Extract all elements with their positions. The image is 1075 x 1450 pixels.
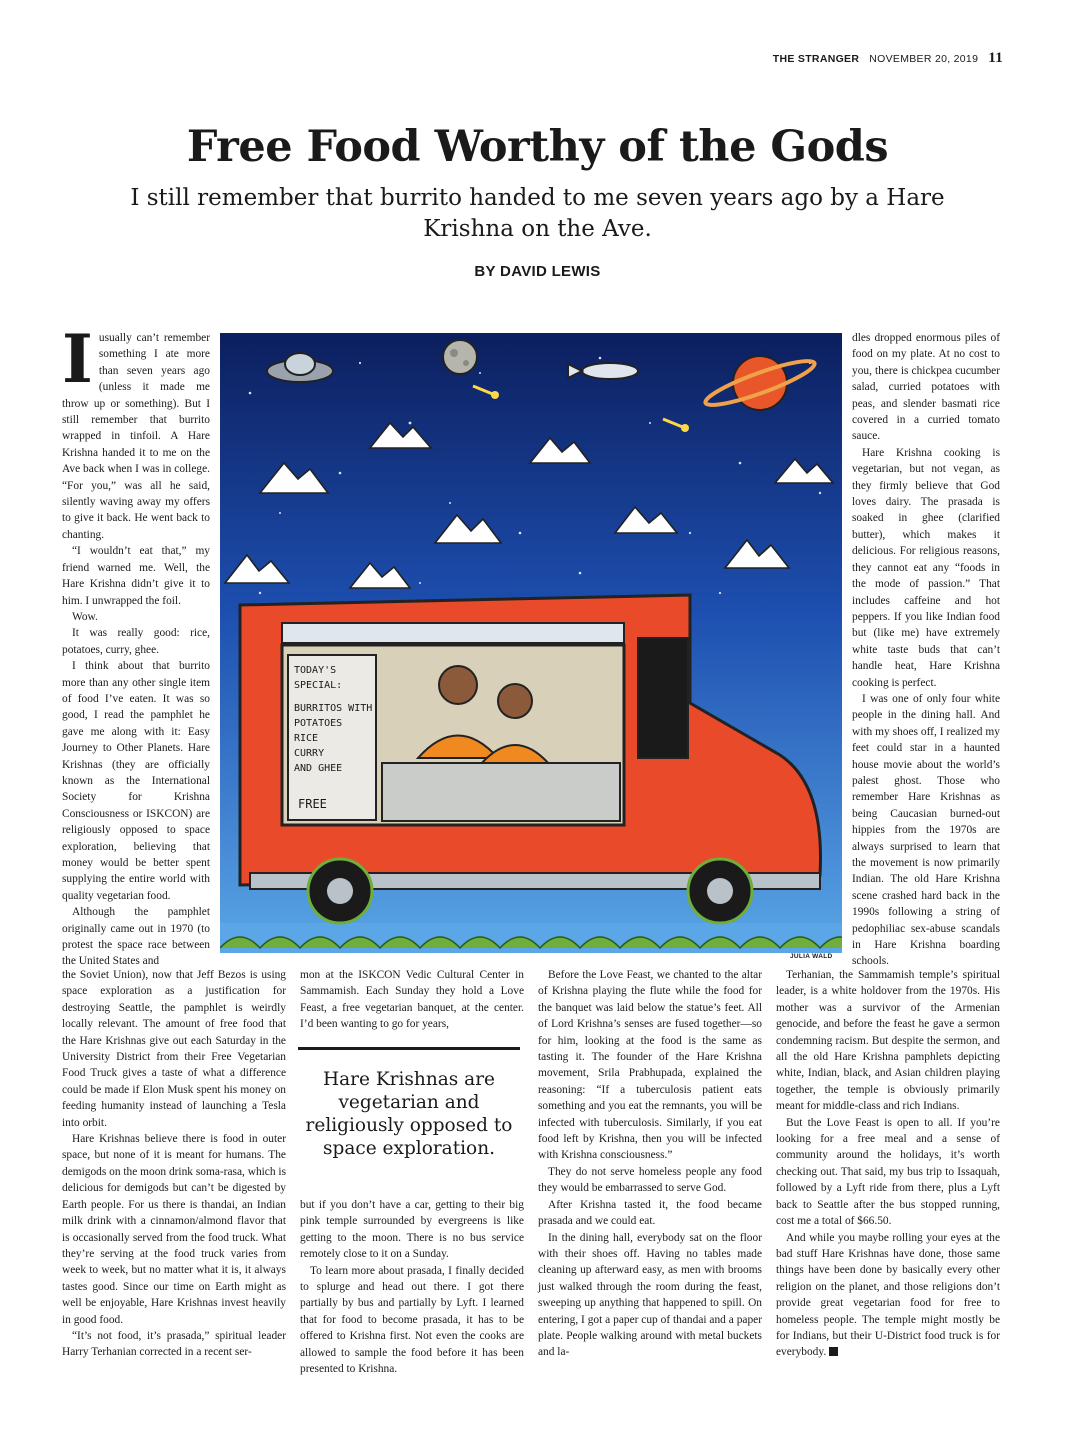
folio — [773, 50, 1003, 67]
issue-date: NOVEMBER 20, 2019 — [869, 53, 979, 65]
paragraph: Terhanian, the Sammamish temple’s spiritual leader, is a white holdover from the 1970s. His mother was a survivor of the Armenian genocide, and before the feast he gave a sermon condemning racism. But despite the sermon, and all the old Hare Krishna pamphlets depicting white, Indian, black, and Asian children playing together, the temple is obviously primarily meant for middle-class and rich Indians. — [776, 969, 1000, 1113]
paragraph: I think about that burrito more than any other single item of food I’ve eaten. It was so good, I read the pamphlet he gave me along with it: Easy Journey to Other Planets. Hare Krishnas (they are officially known as the International Society for Krishna Consciousness or ISKCON) are religiously opposed to space exploration, believing that money would be better spent supplying the entire world with quality vegetarian food. — [62, 660, 210, 902]
paragraph: the Soviet Union), now that Jeff Bezos is using space exploration as a justification for destroying Seattle, the pamphlet is weirdly locally relevant. The amount of free food that the Hare Krishnas give out each Saturday in the University District from their Free Vegetarian Food Truck gives a taste of what a difference could be made if Elon Musk spent his money on feeding humanity instead of launching a Tesla into orbit. — [62, 969, 286, 1129]
page-number: 11 — [988, 50, 1003, 66]
awning — [282, 623, 624, 643]
column-1-lower — [62, 967, 286, 1361]
paragraph: Wow. — [72, 610, 98, 623]
publication-name: THE STRANGER — [772, 53, 860, 65]
paragraph: Hare Krishna cooking is vegetarian, but not vegan, as they firmly believe that God loves dairy. The prasada is soaked in ghee (clarified butter), which makes it delicious. For religious reasons, they cannot eat any “foods in the mode of passion.” That includes caffeine and hot peppers. If you like Indian food but (like me) have extremely white taste buds that can’t handle heat, Hare Krishna cooking is perfect. — [852, 446, 1000, 689]
counter — [382, 763, 620, 821]
paragraph: usually can’t remember something I ate more than seven years ago (unless it made me throw up or something). But I still remember that burrito wrapped in tinfoil. A Hare Krishna handed it to me on the Ave back when I was in college. “For you,” was all he said, silently waving away my offers to give it back. He went back to chanting. — [62, 332, 210, 541]
menu-board-line: AND GHEE — [294, 763, 343, 774]
end-mark-icon — [829, 1347, 838, 1356]
paragraph: mon at the ISKCON Vedic Cultural Center in Sammamish. Each Sunday they hold a Love Feast, a free vegetarian banquet, at the center. I’d been wanting to go for years, — [300, 969, 524, 1031]
column-1-upper — [62, 320, 210, 970]
column-2-top — [300, 967, 524, 1033]
paragraph: They do not serve homeless people any food they would be embarrassed to serve God. — [538, 1165, 762, 1195]
menu-board-line: BURRITOS WITH — [294, 703, 373, 714]
truck-window — [638, 638, 688, 758]
menu-board-line: POTATOES — [294, 718, 343, 729]
paragraph: I was one of only four white people in the dining hall. And with my shoes off, I realized my feet could star in a haunted house movie about the world’s palest ghost. Those who remember Hare Krishnas as being Caucasian burned-out hippies from the 1970s are always surprised to learn that the movement is now primarily Indian. The old Hare Krishna scene crashed hard back in the 1990s following a string of pedophiliac sex-abuse scandals in Hare Krishna boarding schools. — [852, 692, 1000, 968]
moon-icon — [443, 340, 477, 374]
illustration-credit: JULIA WALD — [790, 953, 833, 960]
paragraph: It was really good: rice, potatoes, curry, ghee. — [62, 627, 210, 656]
paragraph: Before the Love Feast, we chanted to the altar of Krishna playing the flute while the food for the banquet was laid below the statue’s feet. All of Lord Krishna’s senses are fused together—so for him, looking at the food is the same as tasting it. The founder of the Hare Krishna movement, Srila Prabhupada, explained the reasoning: “If a tuberculosis patient eats something and you eat the remnants, you will be infected with tuberculosis. Similarly, if you eat food left by Krishna, then you will be infected with Krishna consciousness.” — [538, 969, 762, 1162]
headline: Free Food Worthy of the Gods — [186, 122, 889, 172]
paragraph: Although the pamphlet originally came out in 1970 (to protest the space race between the United States and — [62, 906, 210, 968]
paragraph: “I wouldn’t eat that,” my friend warned me. Well, the Hare Krishna didn’t give it to him. I unwrapped the foil. — [62, 545, 210, 607]
column-4-upper — [852, 330, 1000, 970]
menu-board-line: RICE — [294, 733, 319, 744]
paragraph: After Krishna tasted it, the food became prasada and we could eat. — [538, 1198, 762, 1228]
food-truck-illustration — [220, 333, 842, 953]
illustration — [220, 333, 842, 953]
dek: I still remember that burrito handed to me seven years ago by a Hare Krishna on the Ave. — [130, 185, 945, 242]
free-label: FREE — [298, 797, 327, 811]
paragraph: But the Love Feast is open to all. If you’re looking for a free meal and a sense of community around the holidays, it’s worth checking out. That said, my bus trip to Issaquah, followed by a Lyft ride from there, plus a Lyft back to Seattle after the bus stopped running, cost me a total of $66.50. — [776, 1116, 1000, 1228]
column-3 — [538, 967, 762, 1361]
paragraph: but if you don’t have a car, getting to their big pink temple surrounded by evergreens is like getting to the moon. There is no bus service remotely close to it on a Sunday. — [300, 1199, 524, 1261]
column-2-bottom — [300, 1197, 524, 1377]
paragraph: In the dining hall, everybody sat on the floor with their shoes off. Having no tables made cleaning up afterward easy, as men with brooms just walked through the room during the feast, sweeping up anything that happened to spill. On entering, I got a paper cup of thandai and a paper plate. People walking around with metal buckets and la- — [538, 1231, 762, 1359]
drop-cap: I — [62, 320, 93, 398]
menu-board-line: TODAY'S — [294, 665, 337, 676]
paragraph: And while you maybe rolling your eyes at the bad stuff Hare Krishnas have done, those same things have been done by basically every other religion on the planet, and those religions don’t provide great vegetarian food for free to homeless people. The temple might mostly be for Indians, but their U-District food truck is for everybody. — [776, 1231, 1000, 1359]
byline: BY DAVID LEWIS — [474, 263, 601, 280]
paragraph: Hare Krishnas believe there is food in outer space, but none of it is meant for humans. The demigods on the moon drink soma-rasa, which is delicious for demigods but can’t be digested by Earth people. For us there is thandai, an Indian milk drink with a cinnamon/almond flavor that is occasionally served from the food truck. What they’re serving at the food truck varies from week to week, but no matter what it is, it always tastes good. Since our time on Earth might as well be enjoyable, Hare Krishnas invest heavily in good food. — [62, 1133, 286, 1326]
pull-quote: Hare Krishnas are vegetarian and religiously opposed to space exploration. — [298, 1047, 520, 1160]
column-4-lower — [776, 967, 1000, 1361]
menu-board-line: CURRY — [294, 748, 325, 759]
paragraph: dles dropped enormous piles of food on my plate. At no cost to you, there is chickpea cucumber salad, curried potatoes with peas, and slender basmati rice covered in a curried tomato sauce. — [852, 332, 1000, 443]
paragraph: To learn more about prasada, I finally decided to splurge and head out there. I got there partially by bus and partially by Lyft. I learned that for food to become prasada, it has to be offered to Krishna first. Not even the cooks are allowed to sample the food before it has been presented to Krishna. — [300, 1264, 524, 1376]
menu-board-line: SPECIAL: — [294, 680, 343, 691]
paragraph: “It’s not food, it’s prasada,” spiritual leader Harry Terhanian corrected in a recent ser- — [62, 1329, 286, 1359]
